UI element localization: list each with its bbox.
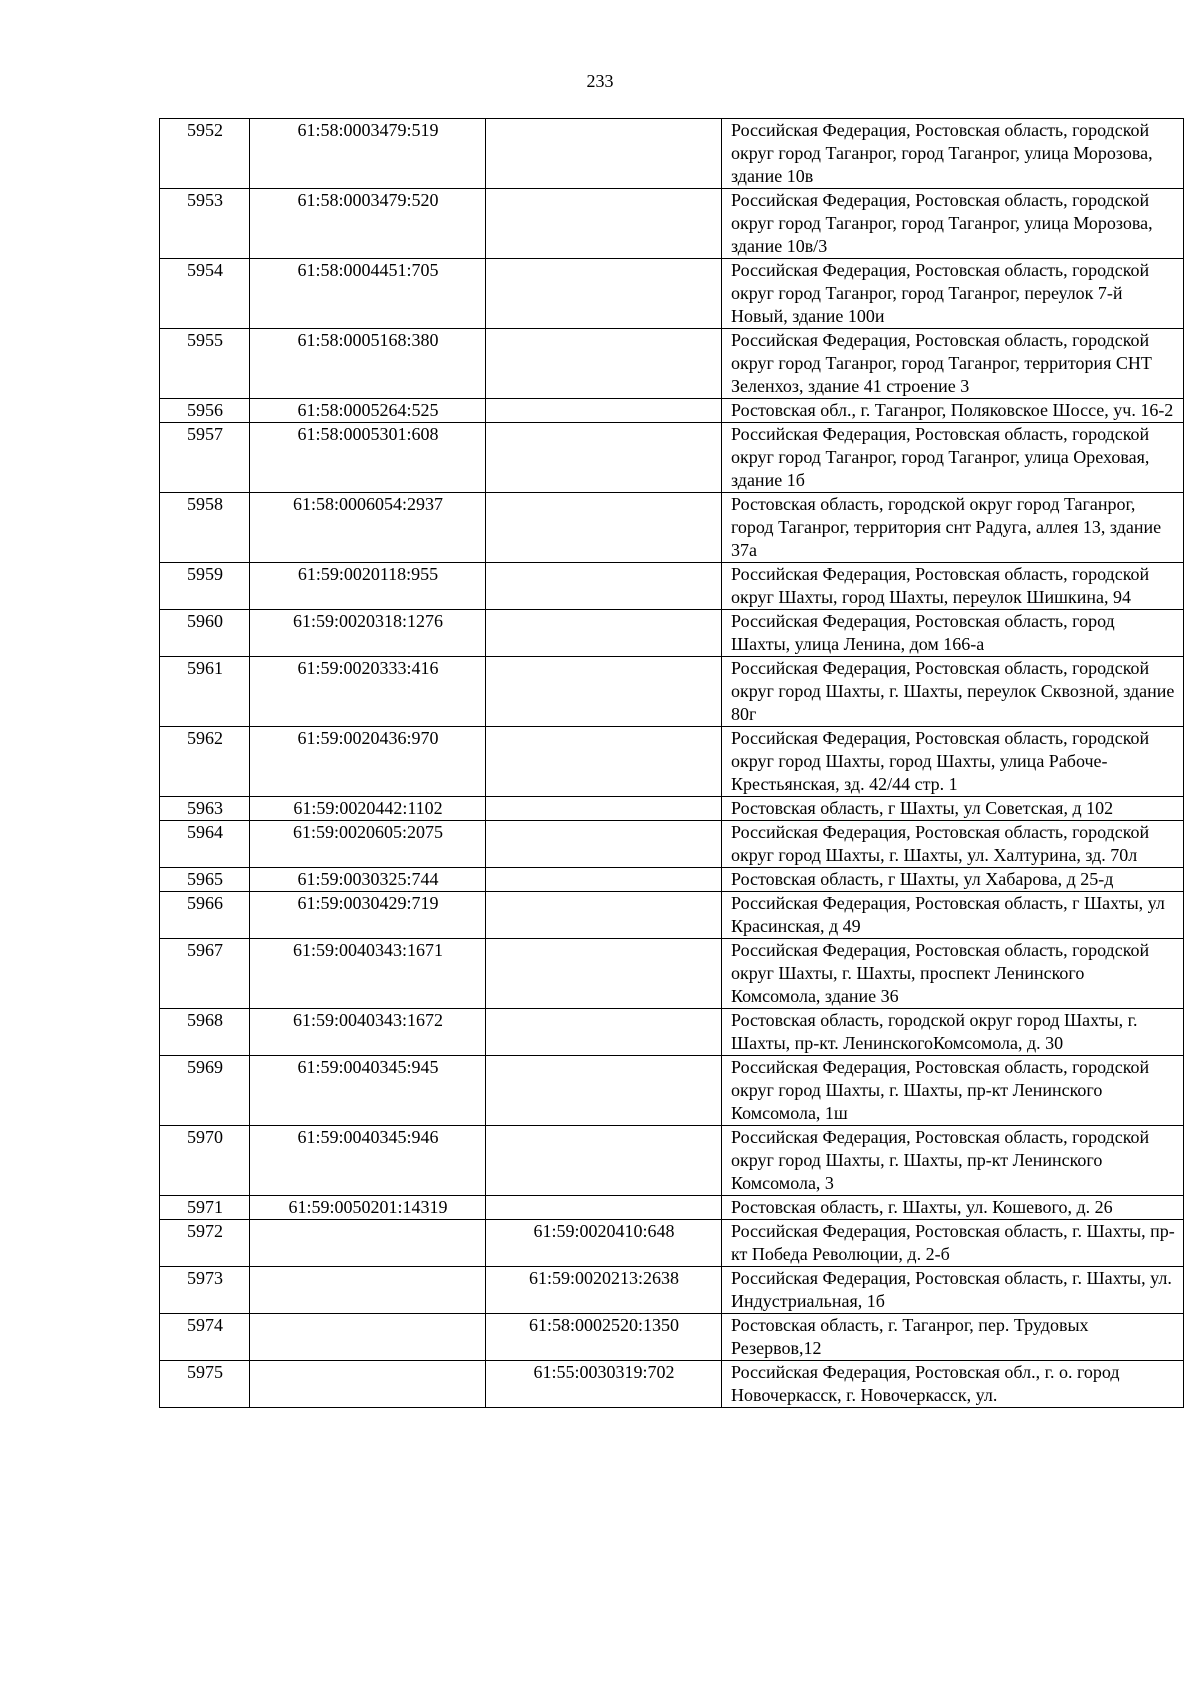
related-cadastral-number-cell [486, 1126, 722, 1196]
address-cell: Ростовская область, г. Таганрог, пер. Трудовых Резервов,12 [722, 1314, 1184, 1361]
cadastral-number-cell [250, 1220, 486, 1267]
row-number-cell: 5959 [160, 563, 250, 610]
table-row [160, 797, 1184, 821]
table-row [160, 259, 1184, 329]
address-cell: Российская Федерация, Ростовская область, городской округ город Таганрог, город Таганрог, территория СНТ Зеленхоз, здание 41 строение 3 [722, 329, 1184, 399]
cadastral-number-cell: 61:58:0003479:520 [250, 189, 486, 259]
related-cadastral-number-cell [486, 1056, 722, 1126]
address-cell: Российская Федерация, Ростовская обл., г. о. город Новочеркасск, г. Новочеркасск, ул. [722, 1361, 1184, 1408]
cadastral-number-cell: 61:58:0004451:705 [250, 259, 486, 329]
row-number-cell: 5955 [160, 329, 250, 399]
related-cadastral-number-cell: 61:55:0030319:702 [486, 1361, 722, 1408]
cadastral-number-cell: 61:59:0020436:970 [250, 727, 486, 797]
related-cadastral-number-cell [486, 868, 722, 892]
cadastral-number-cell: 61:59:0020333:416 [250, 657, 486, 727]
related-cadastral-number-cell: 61:59:0020213:2638 [486, 1267, 722, 1314]
related-cadastral-number-cell [486, 119, 722, 189]
row-number-cell: 5953 [160, 189, 250, 259]
cadastral-number-cell: 61:59:0030429:719 [250, 892, 486, 939]
row-number-cell: 5973 [160, 1267, 250, 1314]
cadastral-number-cell: 61:59:0040343:1671 [250, 939, 486, 1009]
related-cadastral-number-cell [486, 727, 722, 797]
address-cell: Российская Федерация, Ростовская область, город Шахты, улица Ленина, дом 166-а [722, 610, 1184, 657]
cadastral-number-cell: 61:59:0040343:1672 [250, 1009, 486, 1056]
cadastral-number-cell: 61:59:0040345:946 [250, 1126, 486, 1196]
related-cadastral-number-cell [486, 399, 722, 423]
registry-table-body [160, 119, 1184, 1408]
cadastral-number-cell: 61:59:0030325:744 [250, 868, 486, 892]
cadastral-number-cell [250, 1267, 486, 1314]
row-number-cell: 5969 [160, 1056, 250, 1126]
related-cadastral-number-cell [486, 1009, 722, 1056]
address-cell: Российская Федерация, Ростовская область, городской округ город Таганрог, город Таганрог, улица Морозова, здание 10в/3 [722, 189, 1184, 259]
cadastral-number-cell: 61:59:0020318:1276 [250, 610, 486, 657]
address-cell: Ростовская область, городской округ город Шахты, г. Шахты, пр-кт. ЛенинскогоКомсомола, д. 30 [722, 1009, 1184, 1056]
page-number: 233 [586, 71, 614, 91]
address-cell: Ростовская обл., г. Таганрог, Поляковское Шоссе, уч. 16-2 [722, 399, 1184, 423]
address-cell: Ростовская область, г. Шахты, ул. Кошевого, д. 26 [722, 1196, 1184, 1220]
related-cadastral-number-cell [486, 821, 722, 868]
related-cadastral-number-cell [486, 189, 722, 259]
address-cell: Российская Федерация, Ростовская область, городской округ город Шахты, г. Шахты, пр-кт Ленинского Комсомола, 1ш [722, 1056, 1184, 1126]
table-row [160, 727, 1184, 797]
cadastral-number-cell: 61:59:0020118:955 [250, 563, 486, 610]
table-row [160, 1220, 1184, 1267]
related-cadastral-number-cell [486, 610, 722, 657]
table-row [160, 1009, 1184, 1056]
related-cadastral-number-cell [486, 493, 722, 563]
cadastral-number-cell: 61:59:0050201:14319 [250, 1196, 486, 1220]
related-cadastral-number-cell: 61:58:0002520:1350 [486, 1314, 722, 1361]
address-cell: Российская Федерация, Ростовская область, г. Шахты, пр-кт Победа Революции, д. 2-б [722, 1220, 1184, 1267]
address-cell: Российская Федерация, Ростовская область, городской округ город Таганрог, город Таганрог, улица Морозова, здание 10в [722, 119, 1184, 189]
table-row [160, 868, 1184, 892]
address-cell: Российская Федерация, Ростовская область, городской округ город Таганрог, город Таганрог, переулок 7-й Новый, здание 100и [722, 259, 1184, 329]
address-cell: Ростовская область, городской округ город Таганрог, город Таганрог, территория снт Радуга, аллея 13, здание 37а [722, 493, 1184, 563]
table-row [160, 939, 1184, 1009]
table-row [160, 1314, 1184, 1361]
related-cadastral-number-cell [486, 329, 722, 399]
row-number-cell: 5954 [160, 259, 250, 329]
table-row [160, 657, 1184, 727]
row-number-cell: 5961 [160, 657, 250, 727]
related-cadastral-number-cell: 61:59:0020410:648 [486, 1220, 722, 1267]
cadastral-number-cell: 61:58:0005264:525 [250, 399, 486, 423]
row-number-cell: 5972 [160, 1220, 250, 1267]
related-cadastral-number-cell [486, 423, 722, 493]
cadastral-number-cell [250, 1361, 486, 1408]
address-cell: Российская Федерация, Ростовская область, городской округ город Шахты, г. Шахты, переулок Сквозной, здание 80г [722, 657, 1184, 727]
cadastral-number-cell: 61:59:0020605:2075 [250, 821, 486, 868]
row-number-cell: 5970 [160, 1126, 250, 1196]
row-number-cell: 5960 [160, 610, 250, 657]
row-number-cell: 5963 [160, 797, 250, 821]
address-cell: Российская Федерация, Ростовская область, городской округ город Шахты, город Шахты, улица Рабоче-Крестьянская, зд. 42/44 стр. 1 [722, 727, 1184, 797]
table-row [160, 821, 1184, 868]
related-cadastral-number-cell [486, 939, 722, 1009]
row-number-cell: 5965 [160, 868, 250, 892]
row-number-cell: 5958 [160, 493, 250, 563]
cadastral-number-cell [250, 1314, 486, 1361]
row-number-cell: 5971 [160, 1196, 250, 1220]
row-number-cell: 5967 [160, 939, 250, 1009]
table-row [160, 1267, 1184, 1314]
related-cadastral-number-cell [486, 892, 722, 939]
row-number-cell: 5975 [160, 1361, 250, 1408]
table-row [160, 1196, 1184, 1220]
related-cadastral-number-cell [486, 797, 722, 821]
row-number-cell: 5966 [160, 892, 250, 939]
registry-table [159, 118, 1184, 1408]
table-row [160, 1126, 1184, 1196]
cadastral-number-cell: 61:59:0020442:1102 [250, 797, 486, 821]
address-cell: Ростовская область, г Шахты, ул Хабарова, д 25-д [722, 868, 1184, 892]
table-row [160, 189, 1184, 259]
row-number-cell: 5957 [160, 423, 250, 493]
row-number-cell: 5974 [160, 1314, 250, 1361]
address-cell: Российская Федерация, Ростовская область, городской округ Шахты, город Шахты, переулок Шишкина, 94 [722, 563, 1184, 610]
address-cell: Российская Федерация, Ростовская область, г Шахты, ул Красинская, д 49 [722, 892, 1184, 939]
cadastral-number-cell: 61:58:0003479:519 [250, 119, 486, 189]
cadastral-number-cell: 61:58:0005168:380 [250, 329, 486, 399]
address-cell: Российская Федерация, Ростовская область, городской округ город Шахты, г. Шахты, пр-кт Ленинского Комсомола, 3 [722, 1126, 1184, 1196]
related-cadastral-number-cell [486, 657, 722, 727]
row-number-cell: 5964 [160, 821, 250, 868]
table-row [160, 423, 1184, 493]
address-cell: Российская Федерация, Ростовская область, городской округ город Шахты, г. Шахты, ул. Халтурина, зд. 70л [722, 821, 1184, 868]
table-row [160, 493, 1184, 563]
cadastral-number-cell: 61:59:0040345:945 [250, 1056, 486, 1126]
row-number-cell: 5962 [160, 727, 250, 797]
address-cell: Российская Федерация, Ростовская область, г. Шахты, ул. Индустриальная, 1б [722, 1267, 1184, 1314]
table-row [160, 892, 1184, 939]
row-number-cell: 5968 [160, 1009, 250, 1056]
table-row [160, 610, 1184, 657]
table-row [160, 399, 1184, 423]
row-number-cell: 5952 [160, 119, 250, 189]
related-cadastral-number-cell [486, 563, 722, 610]
related-cadastral-number-cell [486, 1196, 722, 1220]
address-cell: Ростовская область, г Шахты, ул Советская, д 102 [722, 797, 1184, 821]
address-cell: Российская Федерация, Ростовская область, городской округ Шахты, г. Шахты, проспект Ленинского Комсомола, здание 36 [722, 939, 1184, 1009]
table-row [160, 329, 1184, 399]
row-number-cell: 5956 [160, 399, 250, 423]
cadastral-number-cell: 61:58:0005301:608 [250, 423, 486, 493]
table-row [160, 1361, 1184, 1408]
address-cell: Российская Федерация, Ростовская область, городской округ город Таганрог, город Таганрог, улица Ореховая, здание 1б [722, 423, 1184, 493]
cadastral-number-cell: 61:58:0006054:2937 [250, 493, 486, 563]
table-row [160, 563, 1184, 610]
related-cadastral-number-cell [486, 259, 722, 329]
table-row [160, 119, 1184, 189]
table-row [160, 1056, 1184, 1126]
